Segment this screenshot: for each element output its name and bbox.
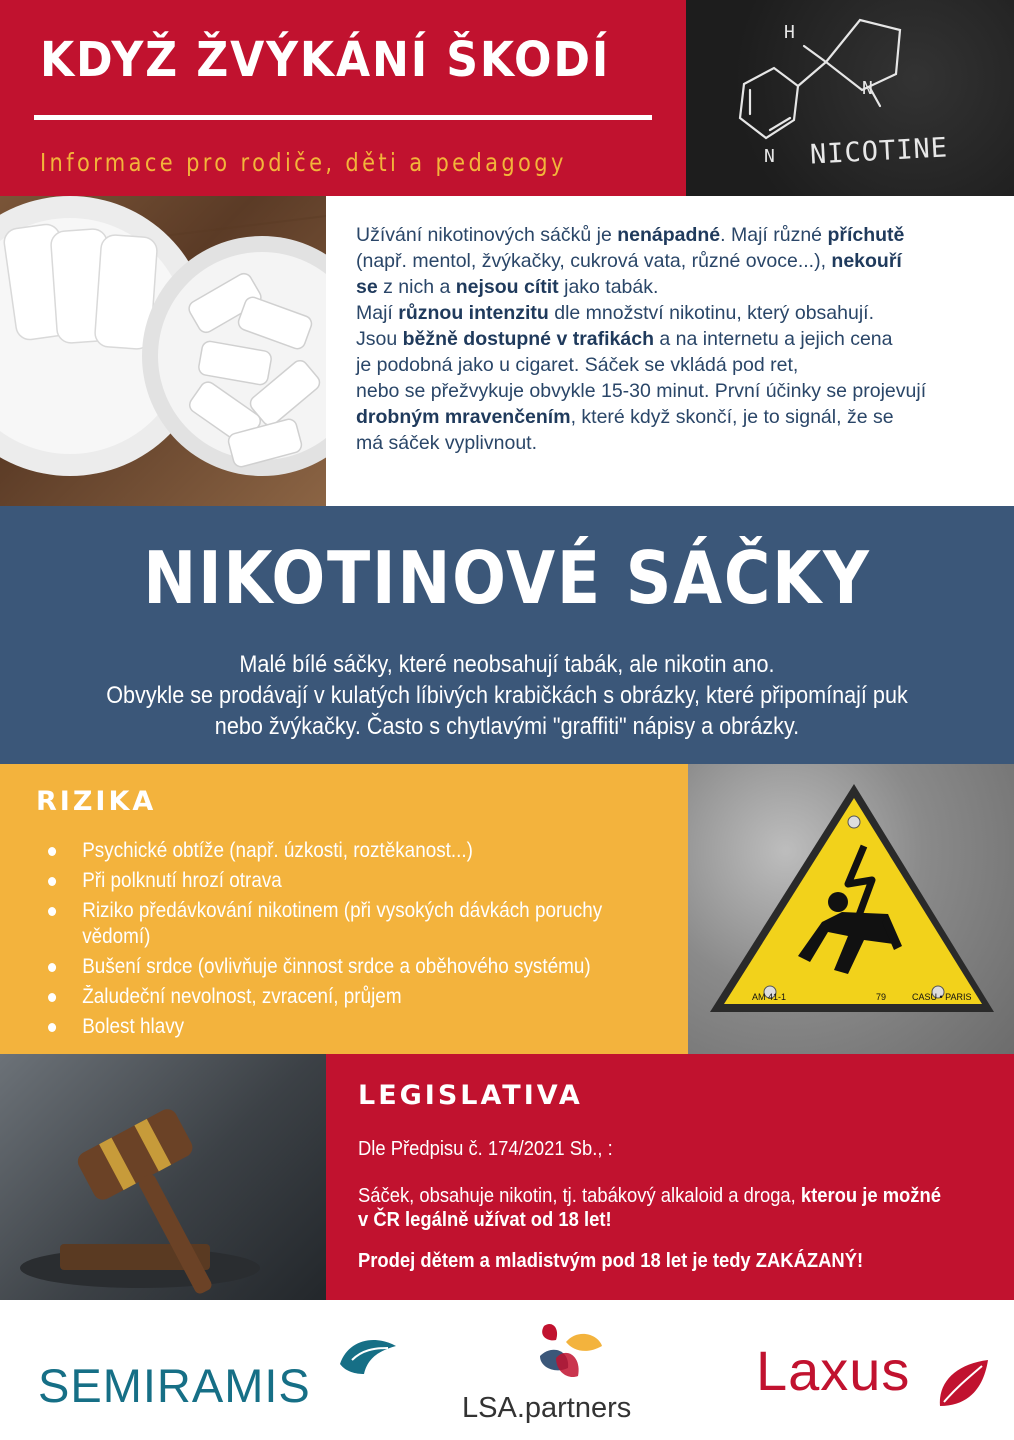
red-leaf-icon	[934, 1356, 992, 1416]
intro-line: Jsou běžně dostupné v trafikách a na internetu a jejich cena	[356, 328, 893, 350]
lsa-partners-wordmark: LSA.partners	[462, 1392, 632, 1424]
nitrogen-label: N	[764, 146, 775, 167]
intro-paragraph	[356, 222, 1006, 456]
intro-line: Mají různou intenzitu dle množství nikotinu, který obsahují.	[356, 302, 874, 324]
risks-list	[48, 838, 688, 1044]
intro-line: je podobná jako u cigaret. Sáček se vkládá pod ret,	[356, 354, 799, 376]
intro-line: má sáček vyplivnout.	[356, 432, 537, 454]
definition-band	[0, 506, 1014, 764]
list-item: Psychické obtíže (např. úzkosti, roztěkanost...)	[48, 838, 624, 864]
laxus-logo	[748, 1330, 998, 1420]
legislation-section	[326, 1054, 1014, 1300]
nicotine-label: NICOTINE	[809, 132, 949, 171]
sign-maker-label: CASU • PARIS	[912, 992, 972, 1002]
electric-hazard-icon	[688, 764, 1014, 1054]
risks-section	[0, 764, 688, 1054]
nicotine-chalkboard-image	[686, 0, 1014, 196]
intro-line: Užívání nikotinových sáčků je nenápadné. Mají různé příchutě	[356, 224, 905, 246]
page-title: KDYŽ ŽVÝKÁNÍ ŠKODÍ	[40, 32, 611, 88]
intro-line: nebo se přežvykuje obvykle 15-30 minut. První účinky se projevují	[356, 380, 927, 402]
page-subtitle: Informace pro rodiče, děti a pedagogy	[40, 148, 567, 177]
sign-number-label: 79	[876, 992, 887, 1002]
pouches-illustration	[0, 196, 326, 506]
warning-sign-photo	[688, 764, 1014, 1054]
legal-reference: Dle Předpisu č. 174/2021 Sb., :	[358, 1138, 613, 1160]
list-item: Riziko předávkování nikotinem (při vysokých dávkách poruchy vědomí)	[48, 898, 624, 950]
definition-line: Malé bílé sáčky, které neobsahují tabák, ale nikotin ano.	[239, 651, 775, 678]
list-item: Bolest hlavy	[48, 1014, 624, 1040]
definition-text	[69, 649, 946, 742]
sale-ban-notice: Prodej dětem a mladistvým pod 18 let je tedy ZAKÁZANÝ!	[358, 1250, 864, 1272]
title-divider	[34, 115, 652, 120]
legislation-heading: LEGISLATIVA	[358, 1080, 583, 1111]
header-banner	[0, 0, 686, 196]
definition-line: Obvykle se prodávají v kulatých líbivých krabičkách s obrázky, které připomínají puk	[106, 682, 908, 709]
lsa-partners-logo	[440, 1314, 680, 1434]
list-item: Bušení srdce (ovlivňuje činnost srdce a oběhového systému)	[48, 954, 624, 980]
list-item: Při polknutí hrozí otrava	[48, 868, 624, 894]
intro-line: se z nich a nejsou cítit jako tabák.	[356, 276, 659, 298]
intro-line: drobným mravenčením, které když skončí, je to signál, že se	[356, 406, 894, 428]
partner-logos	[0, 1300, 1014, 1440]
gavel-photo	[0, 1054, 326, 1300]
semiramis-logo	[38, 1326, 398, 1416]
intro-line: (např. mentol, žvýkačky, cukrová vata, různé ovoce...), nekouří	[356, 250, 902, 272]
leaf-icon	[338, 1334, 398, 1382]
lsa-leaves-icon	[526, 1316, 606, 1388]
laxus-wordmark: Laxus	[756, 1339, 911, 1402]
legislation-text: Sáček, obsahuje nikotin, tj. tabákový alkaloid a droga, kterou je možné v ČR legálně užívat od 18 let!	[358, 1185, 941, 1231]
list-item: Žaludeční nevolnost, zvracení, průjem	[48, 984, 624, 1010]
definition-line: nebo žvýkačky. Často s chytlavými "graffiti" nápisy a obrázky.	[214, 713, 800, 740]
gavel-icon	[0, 1054, 326, 1300]
hydrogen-label: H	[784, 22, 795, 43]
nitrogen-label: N	[862, 78, 873, 99]
nicotine-pouches-photo	[0, 196, 326, 506]
section-heading: NIKOTINOVÉ SÁČKY	[143, 536, 871, 620]
semiramis-wordmark: SEMIRAMIS	[38, 1359, 311, 1412]
risks-heading: RIZIKA	[36, 786, 157, 817]
sign-code-label: AM 41-1	[752, 992, 787, 1002]
